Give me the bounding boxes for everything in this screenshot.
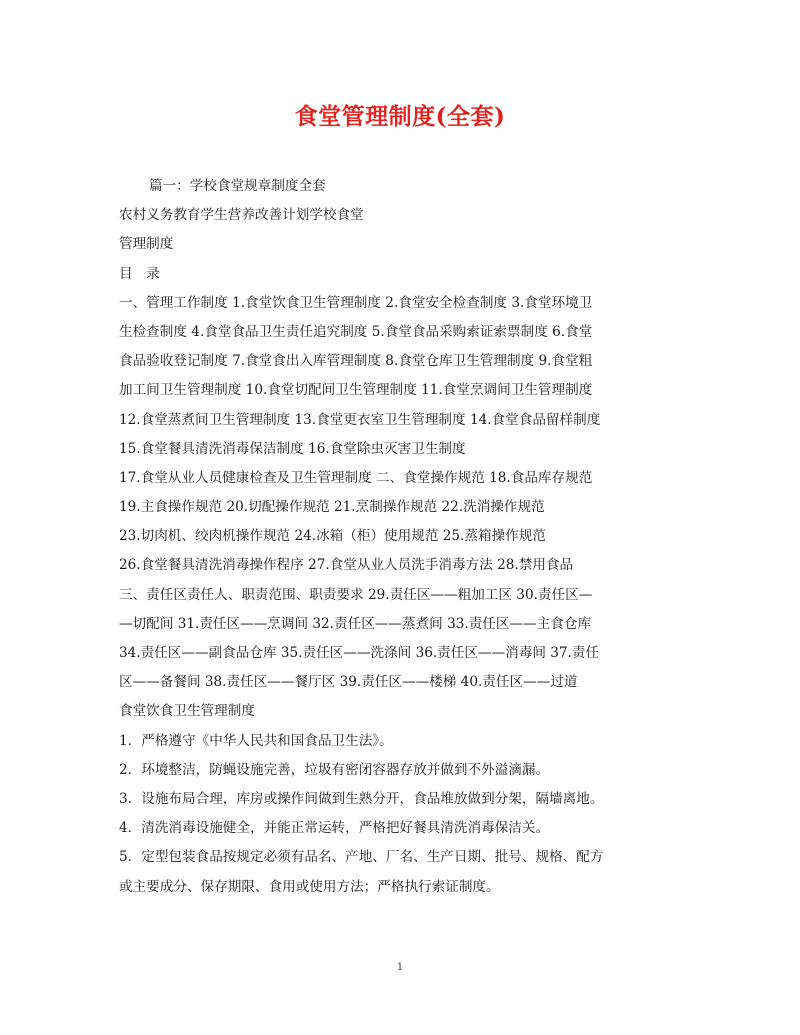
text-line: 篇一：学校食堂规章制度全套 bbox=[149, 178, 326, 194]
text-line: 三、责任区责任人、职责范围、职责要求 29.责任区——粗加工区 30.责任区— bbox=[119, 586, 593, 603]
text-line: 15.食堂餐具清洗消毒保洁制度 16.食堂除虫灭害卫生制度 bbox=[119, 440, 466, 457]
text-line: 一、管理工作制度 1.食堂饮食卫生管理制度 2.食堂安全检查制度 3.食堂环境卫 bbox=[119, 294, 593, 311]
text-line: 或主要成分、保存期限、食用或使用方法；严格执行索证制度。 bbox=[119, 878, 500, 895]
text-line: 26.食堂餐具清洗消毒操作程序 27.食堂从业人员洗手消毒方法 28.禁用食品 bbox=[119, 557, 574, 574]
text-line: 34.责任区——副食品仓库 35.责任区——洗涤间 36.责任区——消毒间 37.责任 bbox=[119, 645, 600, 661]
text-line: 5．定型包装食品按规定必须有品名、产地、厂名、生产日期、批号、规格、配方 bbox=[119, 849, 604, 866]
text-line: 3．设施布局合理，库房或操作间做到生熟分开，食品堆放做到分架，隔墙离地。 bbox=[119, 790, 604, 807]
text-line: 23.切肉机、绞肉机操作规范 24.冰箱（柜）使用规范 25.蒸箱操作规范 bbox=[119, 528, 546, 545]
text-line: 4．清洗消毒设施健全，并能正常运转，严格把好餐具清洗消毒保洁关。 bbox=[119, 820, 550, 837]
text-line: 2．环境整洁，防蝇设施完善，垃圾有密闭容器存放并做到不外溢滴漏。 bbox=[119, 761, 550, 778]
text-line: 17.食堂从业人员健康检查及卫生管理制度 二、食堂操作规范 18.食品库存规范 bbox=[119, 469, 593, 486]
document-body bbox=[119, 172, 687, 902]
text-line: 生检查制度 4.食堂食品卫生责任追究制度 5.食堂食品采购索证索票制度 6.食堂 bbox=[119, 323, 593, 340]
document-title: 食堂管理制度(全套) bbox=[294, 103, 506, 130]
text-line: 区——备餐间 38.责任区——餐厅区 39.责任区——楼梯 40.责任区——过道 bbox=[119, 674, 578, 691]
text-line: 食品验收登记制度 7.食堂食出入库管理制度 8.食堂仓库卫生管理制度 9.食堂粗 bbox=[119, 353, 593, 370]
text-line: 12.食堂蒸煮间卫生管理制度 13.食堂更衣室卫生管理制度 14.食堂食品留样制度 bbox=[119, 411, 601, 428]
page-number: 1 bbox=[396, 962, 404, 973]
text-line: 加工间卫生管理制度 10.食堂切配间卫生管理制度 11.食堂烹调间卫生管理制度 bbox=[119, 382, 593, 399]
text-line: 农村义务教育学生营养改善计划学校食堂 bbox=[119, 207, 364, 224]
text-line: 目 录 bbox=[119, 265, 160, 282]
text-line: 1．严格遵守《中华人民共和国食品卫生法》。 bbox=[119, 732, 393, 749]
text-line: 19.主食操作规范 20.切配操作规范 21.烹制操作规范 22.洗消操作规范 bbox=[119, 499, 545, 516]
text-line: 管理制度 bbox=[119, 236, 174, 253]
text-line: 食堂饮食卫生管理制度 bbox=[119, 703, 255, 720]
text-line: —切配间 31.责任区——烹调间 32.责任区——蒸煮间 33.责任区——主食仓库 bbox=[119, 615, 592, 632]
